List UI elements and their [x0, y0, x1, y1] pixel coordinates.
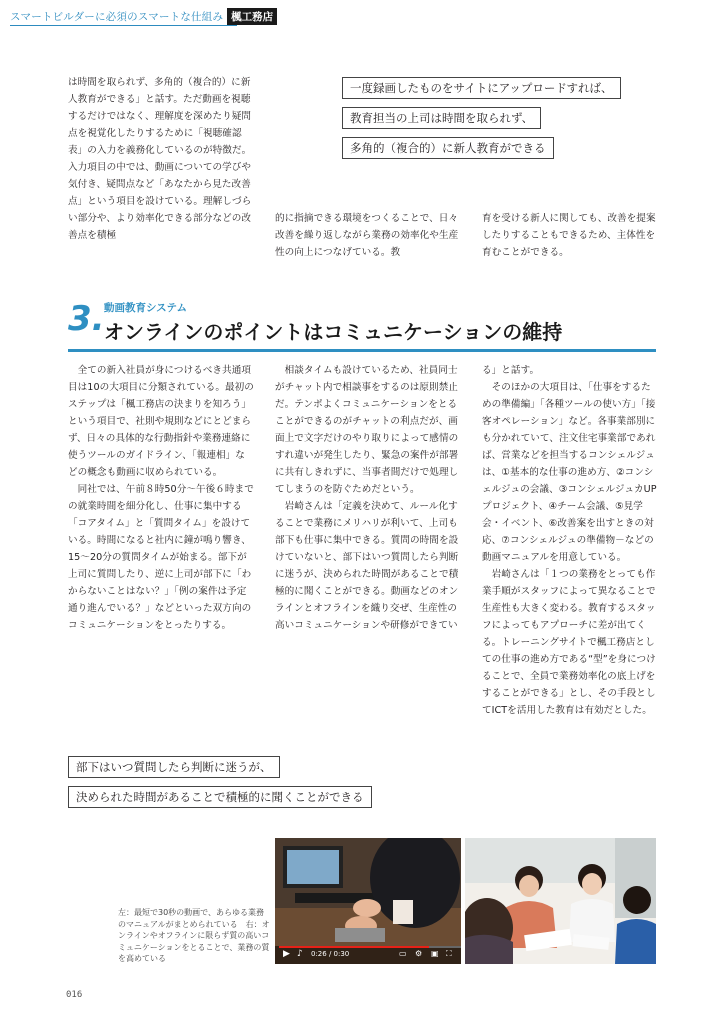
paragraph: 的に指摘できる環境をつくることで、日々改善を繰り返しながら業務の効率化や生産性の向上につなげている。教 — [275, 213, 459, 258]
pull-quote-line: 教育担当の上司は時間を取られず、 — [342, 107, 541, 129]
paragraph: そのほかの大項目は、「仕事をするための準備編」「各種ツールの使い方」「接客オペレーション」など。各事業部別にも分かれていて、注文住宅事業部であれば、営業などを担当するコンシェルジュは、①基本的な仕事の進め方、②コンシェルジュの会議、③コンシェルジュカUPプロジェクト、④チーム会議、⑤見学会・イベント、⑥改善案を出すときの対応、⑦コンシェルジュの準備物－などの動画マニュアルを用意している。 — [482, 382, 657, 563]
video-time: 0:26 / 0:30 — [311, 950, 350, 958]
series-title: スマートビルダーに必須のスマートな仕組み — [10, 11, 224, 23]
paragraph: は時間を取られず、多角的（複合的）に新人教育ができる」と話す。ただ動画を視聴するだけではなく、理解度を深めたり疑問点を視覚化したりするために「視聴確認表」の入力を義務化しているのが特徴だ。入力項目の中では、動画についての学びや気付き、疑問点など「あなたから見た改善点」という項目を設けている。理解しづらい部分や、より効率化できる部分などの改善点を積極 — [68, 77, 252, 241]
meeting-photo — [465, 838, 656, 964]
paragraph: 相談タイムも設けているため、社員同士がチャット内で相談事をするのは原則禁止だ。テンポよくコミュニケーションをとることができるのがチャットの利点だが、画面上で文字だけのやり取りによって感情のすれ違いが発生したり、緊急の案件が部署に共有しきれずに、当事者間だけで処理してしまうのを防ぐためだという。 — [275, 365, 459, 495]
paragraph: 岩崎さんは「定義を決めて、ルール化することで業務にメリハリが利いて、上司も部下も仕事に集中できる。質問の時間を設けていないと、部下はいつ質問したら判断に迷うが、決められた時間があることで積極的に聞くことができる。動画などのオンラインとオフラインを織り交ぜ、生産性の高いコミュニケーションや研修ができてい — [275, 501, 459, 631]
section-subtitle: 動画教育システム — [104, 302, 187, 314]
company-tag: 楓工務店 — [227, 8, 277, 25]
page-number: 016 — [66, 990, 83, 1000]
pip-icon[interactable]: ▣ — [431, 949, 439, 958]
settings-icon[interactable]: ⚙ — [415, 949, 423, 958]
fullscreen-icon[interactable]: ⛶ — [446, 949, 452, 958]
section-rule — [68, 349, 656, 352]
paragraph: 同社では、午前８時50分〜午後６時までの就業時間を細分化し、仕事に集中する「コアタイム」と「質問タイム」を設けている。時間になると社内に鐘が鳴り響き、15〜20分の質問タイムが始まる。部下が上司に質問したり、逆に上司が部下に「わからないことはない？」「例の案件は予定通り進んでいる？」などといった双方向のコミュニケーションをとったりする。 — [68, 484, 254, 631]
pull-quote-line: 部下はいつ質問したら判断に迷うが、 — [68, 756, 280, 778]
header-rule — [10, 25, 237, 26]
body-column-1 — [68, 362, 254, 634]
section-number: 3. — [68, 299, 105, 339]
photo-caption: 左：最短で30秒の動画で、あらゆる業務のマニュアルがまとめられている 右：オンラインやオフラインに限らず質の高いコミュニケーションをとることで、業務の質を高めている — [118, 908, 270, 963]
meeting-illustration — [465, 838, 656, 964]
video-scene-illustration — [275, 838, 461, 964]
top-column-2 — [275, 210, 461, 261]
paragraph: る」と話す。 — [482, 365, 540, 376]
running-header — [10, 8, 277, 25]
body-column-2 — [275, 362, 461, 634]
paragraph: 育を受ける新人に関しても、改善を提案したりすることもできるため、主体性を育むことができる。 — [482, 213, 656, 258]
pull-quote-line: 多角的（複合的）に新人教育ができる — [342, 137, 554, 159]
body-column-3 — [482, 362, 658, 719]
paragraph: 全ての新入社員が身につけるべき共通項目は10の大項目に分類されている。最初のステップは「楓工務店の決まりを知ろう」という項目で、社則や規則などにとどまらず、日々の具体的な行動指針や業務連絡に使うツールのガイドライン、「報連相」などの概念も動画に収められている。 — [68, 365, 254, 478]
pull-quote-line: 決められた時間があることで積極的に聞くことができる — [68, 786, 372, 808]
play-icon[interactable]: ▶ — [283, 949, 290, 959]
pull-quote-line: 一度録画したものをサイトにアップロードすれば、 — [342, 77, 621, 99]
volume-icon[interactable]: ♪ — [297, 949, 303, 959]
video-screenshot — [275, 838, 461, 964]
top-column-1 — [68, 74, 254, 244]
subtitles-icon[interactable]: ▭ — [399, 949, 407, 958]
paragraph: 岩崎さんは「１つの業務をとっても作業手順がスタッフによって異なることで生産性も大きく変わる。教育するスタッフによってもアプローチに差が出てくる。トレーニングサイトで楓工務店としての仕事の進め方である“型”を身につけることで、全員で業務効率化の底上げをすることができる」とし、その手段としてICTを活用した教育は有効だとした。 — [482, 569, 656, 716]
section-title: オンラインのポイントはコミュニケーションの維持 — [104, 320, 563, 344]
top-column-3 — [482, 210, 658, 261]
